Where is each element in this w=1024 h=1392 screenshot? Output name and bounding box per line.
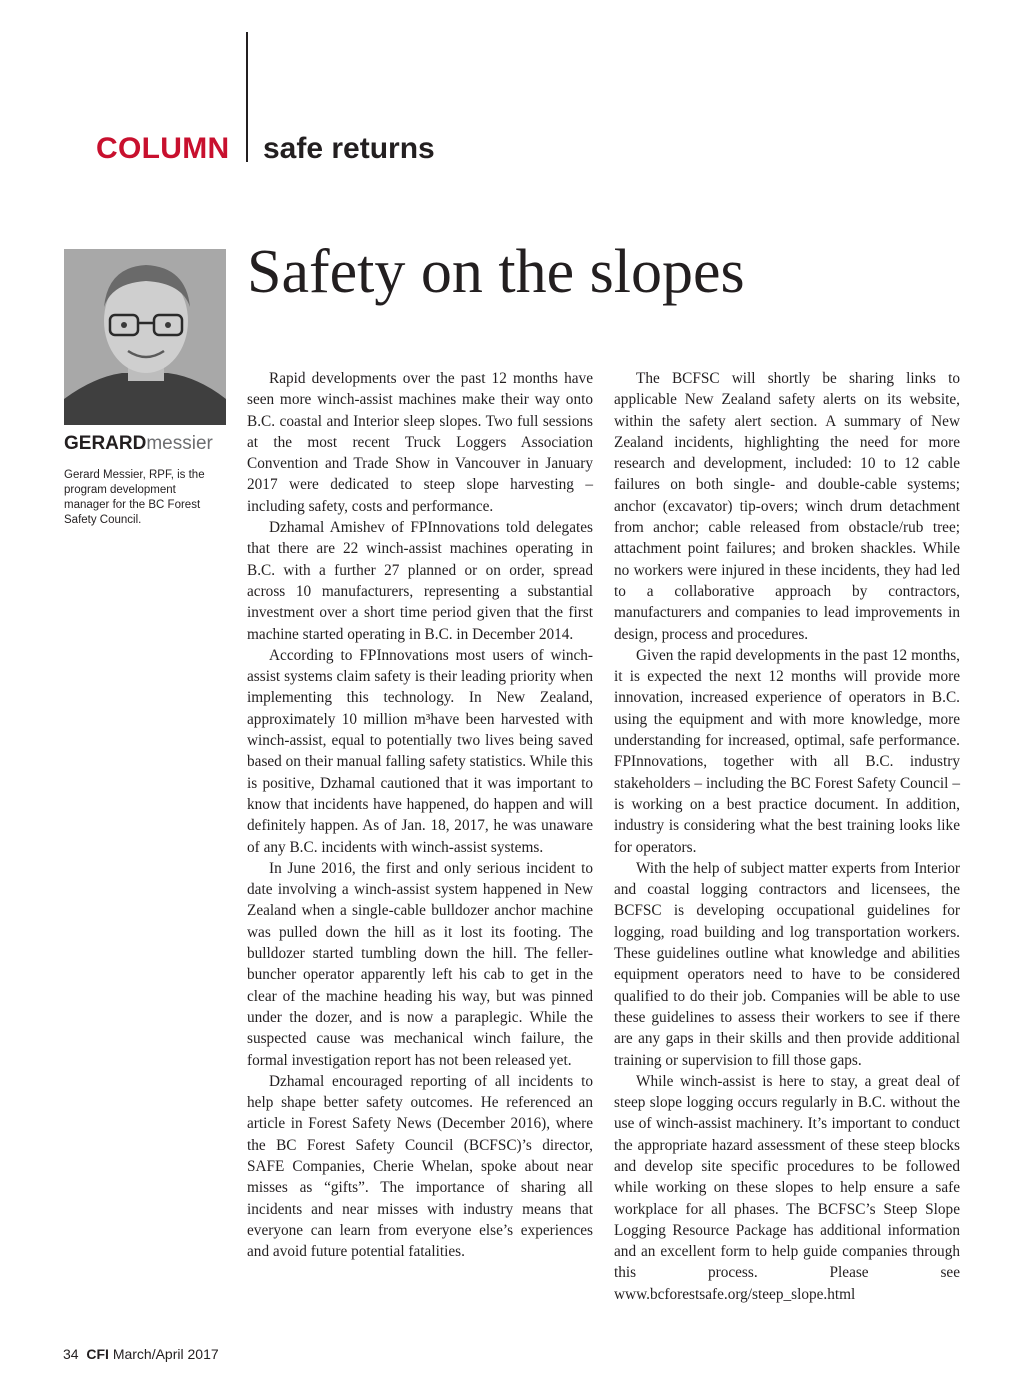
author-last-name: messier: [146, 433, 213, 454]
author-portrait-icon: [64, 249, 226, 425]
issue-date: March/April 2017: [112, 1346, 219, 1362]
header-divider-rule: [246, 32, 248, 162]
article-column-1: [247, 368, 593, 1262]
paragraph: Given the rapid developments in the past 12 months, it is expected the next 12 months will provide more innovation, increased experience of operators in B.C. using the equipment and with more knowledge, more understanding for increased, optimal, safe performance. FPInnovations, together with all B.C. industry stakeholders – including the BC Forest Safety Council – is working on a best practice document. In addition, industry is considering what the best training looks like for operators.: [614, 646, 960, 856]
paragraph: The BCFSC will shortly be sharing links to applicable New Zealand safety alerts on its website, within the safety alert section. A summary of New Zealand incidents, highlighting the need for more research and development, included: 10 to 12 cable failures on both single- and double-cable systems; anchor (excavator) tip-overs; winch drum detachment from anchor; cable released from obstacle/rub tree; attachment point failures; and broken shackles. While no workers were injured in these incidents, they had led to a collaborative approach by contractors, manufacturers and companies to lead improvements in design, process and procedures.: [614, 370, 960, 643]
paragraph: Rapid developments over the past 12 months have seen more winch-assist machines make their way onto B.C. coastal and Interior sleep slopes. Two full sessions at the most recent Truck Loggers Association Convention and Trade Show in Vancouver in January 2017 were dedicated to steep slope harvesting – including safety, costs and performance.: [247, 370, 593, 515]
paragraph: According to FPInnovations most users of winch-assist systems claim safety is their leading priority when implementing this technology. In New Zealand, approximately 10 million m³have been harvested with winch-assist, equal to potentially two lives being saved based on their manual falling safety statistics. While this is positive, Dzhamal cautioned that it was important to know that incidents have happened, do happen and will definitely happen. As of Jan. 18, 2017, he was unaware of any B.C. incidents with winch-assist systems.: [247, 646, 593, 856]
author-photo: [64, 249, 226, 425]
article-title: Safety on the slopes: [247, 238, 745, 306]
section-label: COLUMN: [96, 132, 230, 165]
paragraph: While winch-assist is here to stay, a great deal of steep slope logging occurs regularly in B.C. without the use of winch-assist machinery. It’s important to conduct the appropriate hazard assessment of these steep blocks and develop site specific procedures to be followed while working on these slopes to help ensure a safe workplace for all phases. The BCFSC’s Steep Slope Logging Resource Package has additional information and an excellent form to help guide companies through this process. Please see www.bcforestsafe.org/steep_slope.html: [614, 1072, 960, 1303]
paragraph: In June 2016, the first and only serious incident to date involving a winch-assist system happened in New Zealand when a single-cable bulldozer anchor machine was pulled down the hill as it lost its footing. The bulldozer started tumbling down the hill. The feller-buncher operator apparently left his cab to get in the clear of the machine heading his way, but was pinned under the dozer, and is now a paraplegic. While the suspected cause was mechanical winch failure, the formal investigation report has not been released yet.: [247, 859, 593, 1069]
page-number: 34: [63, 1346, 79, 1362]
article-column-2: [614, 368, 960, 1305]
paragraph: Dzhamal encouraged reporting of all incidents to help shape better safety outcomes. He referenced an article in Forest Safety News (December 2016), where the BC Forest Safety Council (BCFSC)’s director, SAFE Companies, Cherie Whelan, spoke about near misses as “gifts”. The importance of sharing all incidents and near misses with industry means that everyone can learn from everyone else’s experiences and avoid future potential fatalities.: [247, 1072, 593, 1261]
author-name: [64, 433, 213, 455]
column-topic: safe returns: [263, 132, 435, 165]
magazine-name: CFI: [86, 1346, 109, 1362]
page-footer: [63, 1346, 219, 1362]
author-first-name: GERARD: [64, 433, 147, 454]
author-bio: Gerard Messier, RPF, is the program development manager for the BC Forest Safety Council.: [64, 469, 205, 526]
paragraph: With the help of subject matter experts from Interior and coastal logging contractors and licensees, the BCFSC is developing occupational guidelines for logging, road building and log transportation workers. These guidelines outline what knowledge and abilities equipment operators need to have to be considered qualified to do their job. Companies will be able to use these guidelines to assess their workers to see if there are any gaps in their skills and then provide additional training or supervision to fill those gaps.: [614, 859, 960, 1069]
paragraph: Dzhamal Amishev of FPInnovations told delegates that there are 22 winch-assist machines operating in B.C. with a further 27 planned or on order, spread across 10 manufacturers, representing a substantial investment over a short time period given that the first machine started operating in B.C. in December 2014.: [247, 519, 593, 643]
